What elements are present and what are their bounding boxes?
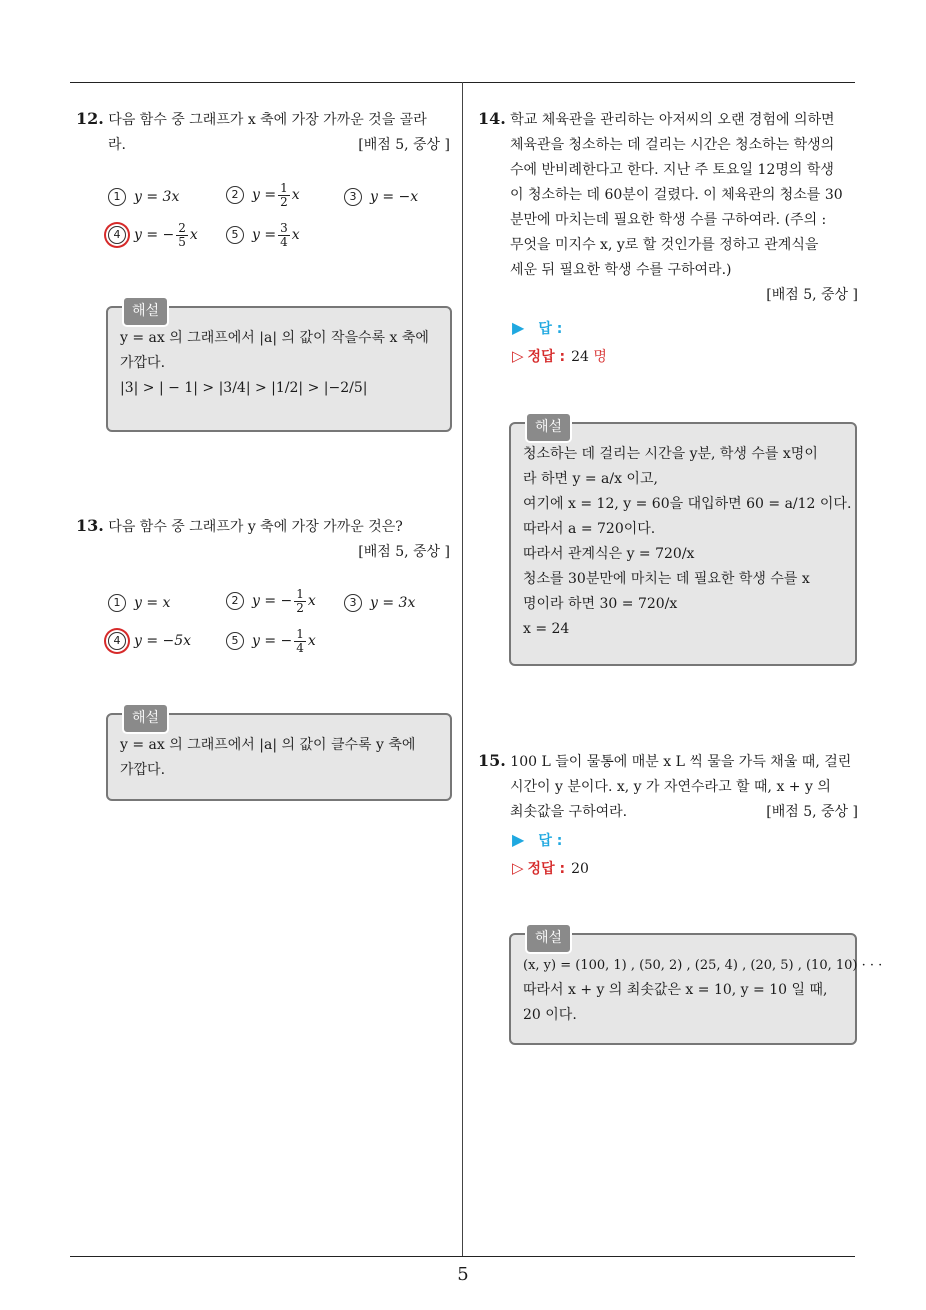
- play-triangle-icon: ▶: [512, 830, 525, 849]
- question-12-choices: [108, 180, 448, 260]
- choice-4-marked-answer: 4: [108, 632, 126, 650]
- fraction: $\frac{1}{2}$: [280, 180, 288, 209]
- question-12-line-1: 12. 다음 함수 중 그래프가 x 축에 가장 가까운 것을 골라: [76, 109, 427, 128]
- outline-triangle-icon: ▷: [512, 859, 524, 877]
- question-12-line-2: 라. [배점 5, 중상 ]: [76, 133, 450, 158]
- page-number: 5: [457, 1264, 469, 1285]
- question-14-answer-input[interactable]: ▶ 답 :: [512, 318, 563, 337]
- choice-3[interactable]: 3 y = 3x: [344, 588, 415, 618]
- choice-1-mark: 1: [108, 594, 126, 612]
- question-15-explanation: 해설 (x, y) = (100, 1) , (50, 2) , (25, 4) , (20, 5) , (10, 10) · · · 따라서 x + y 의 최솟값은 x = 10, y = 10 일 때, 20 이다.: [509, 933, 857, 1045]
- outline-triangle-icon: ▷: [512, 347, 524, 365]
- choice-2[interactable]: 2 y = $\frac{1}{2}$ x: [226, 180, 300, 210]
- fraction: $\frac{1}{4}$: [296, 626, 304, 655]
- choice-2-mark: 2: [226, 186, 244, 204]
- question-12-number: 12.: [76, 109, 104, 128]
- question-14: 14. 학교 체육관을 관리하는 아저씨의 오랜 경험에 의하면 체육관을 청소하는 데 걸리는 시간은 청소하는 학생의 수에 반비례한다고 한다. 지난 주 토요일 12명의 학생 이 청소하는 데 60분이 걸렸다. 이 체육관의 청소를 30 분만에 마치는데 필요한 학생 수를 구하여라. (주의 : 무엇을 미지수 x, y로 할 것인가를 정하고 관계식을 세운 뒤 필요한 학생 수를 구하여라.) [배점 5, 중상 ]: [478, 106, 858, 308]
- choice-5[interactable]: 5 y = − $\frac{1}{4}$ x: [226, 626, 316, 656]
- question-12-explanation: 해설 y = ax 의 그래프에서 |a| 의 값이 작을수록 x 축에 가깝다. |3| > | − 1| > |3/4| > |1/2| > |−2/5|: [106, 306, 452, 432]
- question-12: [76, 106, 450, 158]
- choice-5[interactable]: 5 y = $\frac{3}{4}$ x: [226, 220, 300, 250]
- column-divider: [462, 82, 463, 1256]
- question-13-line-1: 13. 다음 함수 중 그래프가 y 축에 가장 가까운 것은?: [76, 516, 403, 535]
- question-14-score: [배점 5, 중상 ]: [766, 287, 858, 303]
- question-15-answer-input[interactable]: ▶ 답 :: [512, 830, 563, 849]
- choice-4[interactable]: 4 y = − $\frac{2}{5}$ x: [108, 220, 198, 250]
- question-14-correct-answer: ▷ 정답 : 24 명: [512, 347, 607, 365]
- choice-4-marked-answer: 4: [108, 226, 126, 244]
- choice-4[interactable]: 4 y = −5x: [108, 626, 191, 656]
- choice-3-mark: 3: [344, 188, 362, 206]
- question-15-score: [배점 5, 중상 ]: [766, 804, 858, 820]
- choice-5-mark: 5: [226, 632, 244, 650]
- choice-1[interactable]: 1 y = x: [108, 588, 170, 618]
- explanation-tag: 해설: [525, 412, 572, 443]
- choice-5-mark: 5: [226, 226, 244, 244]
- fraction: $\frac{3}{4}$: [280, 220, 288, 249]
- choice-1-mark: 1: [108, 188, 126, 206]
- explanation-tag: 해설: [525, 923, 572, 954]
- question-12-score: [배점 5, 중상 ]: [358, 137, 450, 153]
- choice-2[interactable]: 2 y = − $\frac{1}{2}$ x: [226, 586, 316, 616]
- fraction: $\frac{2}{5}$: [178, 220, 186, 249]
- question-13-explanation: 해설 y = ax 의 그래프에서 |a| 의 값이 클수록 y 축에 가깝다.: [106, 713, 452, 801]
- explanation-tag: 해설: [122, 703, 169, 734]
- question-15-number: 15.: [478, 751, 506, 770]
- question-13-score: [배점 5, 중상 ]: [358, 544, 450, 560]
- question-13: [76, 513, 450, 565]
- choice-3[interactable]: 3 y = −x: [344, 182, 418, 212]
- fraction: $\frac{1}{2}$: [296, 586, 304, 615]
- question-15: 15. 100 L 들이 물통에 매분 x L 씩 물을 가득 채울 때, 걸린 시간이 y 분이다. x, y 가 자연수라고 할 때, x + y 의 최솟값을 구하여라. [배점 5, 중상 ]: [478, 748, 858, 825]
- question-13-choices: [108, 586, 448, 666]
- choice-3-mark: 3: [344, 594, 362, 612]
- question-14-explanation: 해설 청소하는 데 걸리는 시간을 y분, 학생 수를 x명이 라 하면 y = a/x 이고, 여기에 x = 12, y = 60을 대입하면 60 = a/12 이다. 따라서 a = 720이다. 따라서 관계식은 y = 720/x 청소를 30분만에 마치는 데 필요한 학생 수를 x 명이라 하면 30 = 720/x x = 24: [509, 422, 857, 666]
- bottom-rule: [70, 1256, 855, 1257]
- question-14-number: 14.: [478, 109, 506, 128]
- explanation-tag: 해설: [122, 296, 169, 327]
- choice-1[interactable]: 1 y = 3x: [108, 182, 179, 212]
- play-triangle-icon: ▶: [512, 318, 525, 337]
- choice-2-mark: 2: [226, 592, 244, 610]
- question-15-correct-answer: ▷ 정답 : 20: [512, 859, 589, 877]
- question-13-number: 13.: [76, 516, 104, 535]
